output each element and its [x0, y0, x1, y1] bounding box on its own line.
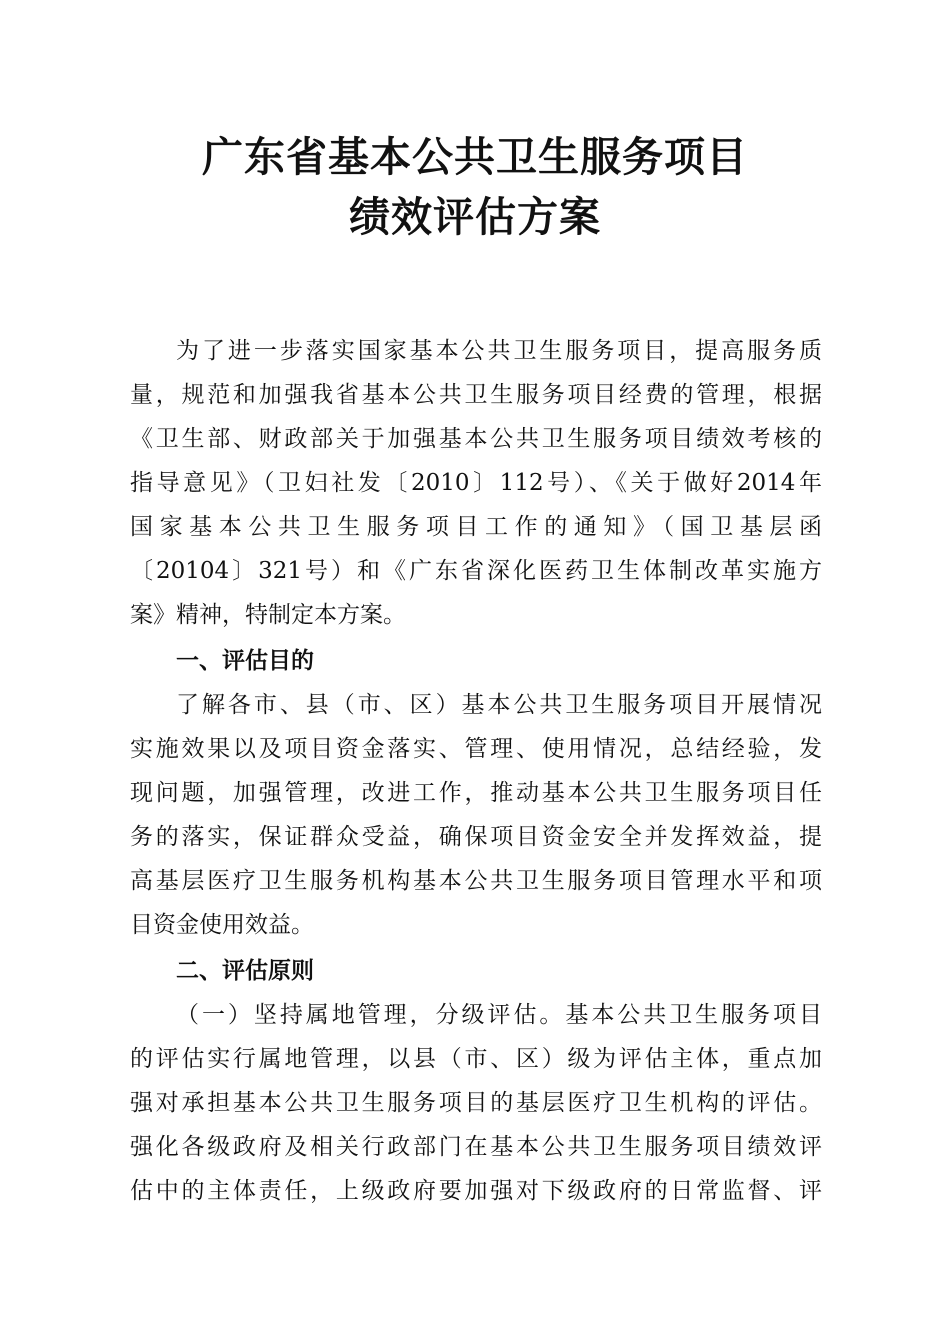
section2-line: 强化各级政府及相关行政部门在基本公共卫生服务项目绩效评 [130, 1134, 822, 1160]
section1-line: 务的落实，保证群众受益，确保项目资金安全并发挥效益，提 [130, 824, 822, 850]
section2-line: （一）坚持属地管理，分级评估。基本公共卫生服务项目 [176, 1002, 822, 1028]
intro-line: 量，规范和加强我省基本公共卫生服务项目经费的管理，根据 [130, 382, 822, 408]
section1-line: 了解各市、县（市、区）基本公共卫生服务项目开展情况 [176, 692, 822, 718]
intro-line: 《卫生部、财政部关于加强基本公共卫生服务项目绩效考核的 [130, 426, 822, 452]
section1-line: 高基层医疗卫生服务机构基本公共卫生服务项目管理水平和项 [130, 868, 822, 894]
intro-line: 指导意见》（卫妇社发〔2010〕112号）、《关于做好2014年 [130, 470, 822, 496]
section-heading-principles: 二、评估原则 [176, 958, 314, 984]
intro-line: 〔20104〕321号）和《广东省深化医药卫生体制改革实施方 [130, 558, 822, 584]
document-title-line-1: 广东省基本公共卫生服务项目 [202, 133, 748, 181]
section-heading-purpose: 一、评估目的 [176, 648, 314, 674]
intro-line: 案》精神，特制定本方案。 [130, 602, 406, 628]
section1-line: 现问题，加强管理，改进工作，推动基本公共卫生服务项目任 [130, 780, 822, 806]
section2-line: 强对承担基本公共卫生服务项目的基层医疗卫生机构的评估。 [130, 1090, 822, 1116]
intro-line: 为了进一步落实国家基本公共卫生服务项目，提高服务质 [176, 338, 822, 364]
section2-line: 估中的主体责任，上级政府要加强对下级政府的日常监督、评 [130, 1178, 822, 1204]
section1-line: 目资金使用效益。 [130, 912, 314, 938]
section2-line: 的评估实行属地管理，以县（市、区）级为评估主体，重点加 [130, 1046, 822, 1072]
intro-line: 国家基本公共卫生服务项目工作的通知》（国卫基层函 [130, 514, 822, 540]
section1-line: 实施效果以及项目资金落实、管理、使用情况，总结经验，发 [130, 736, 822, 762]
document-title-line-2: 绩效评估方案 [349, 193, 601, 241]
